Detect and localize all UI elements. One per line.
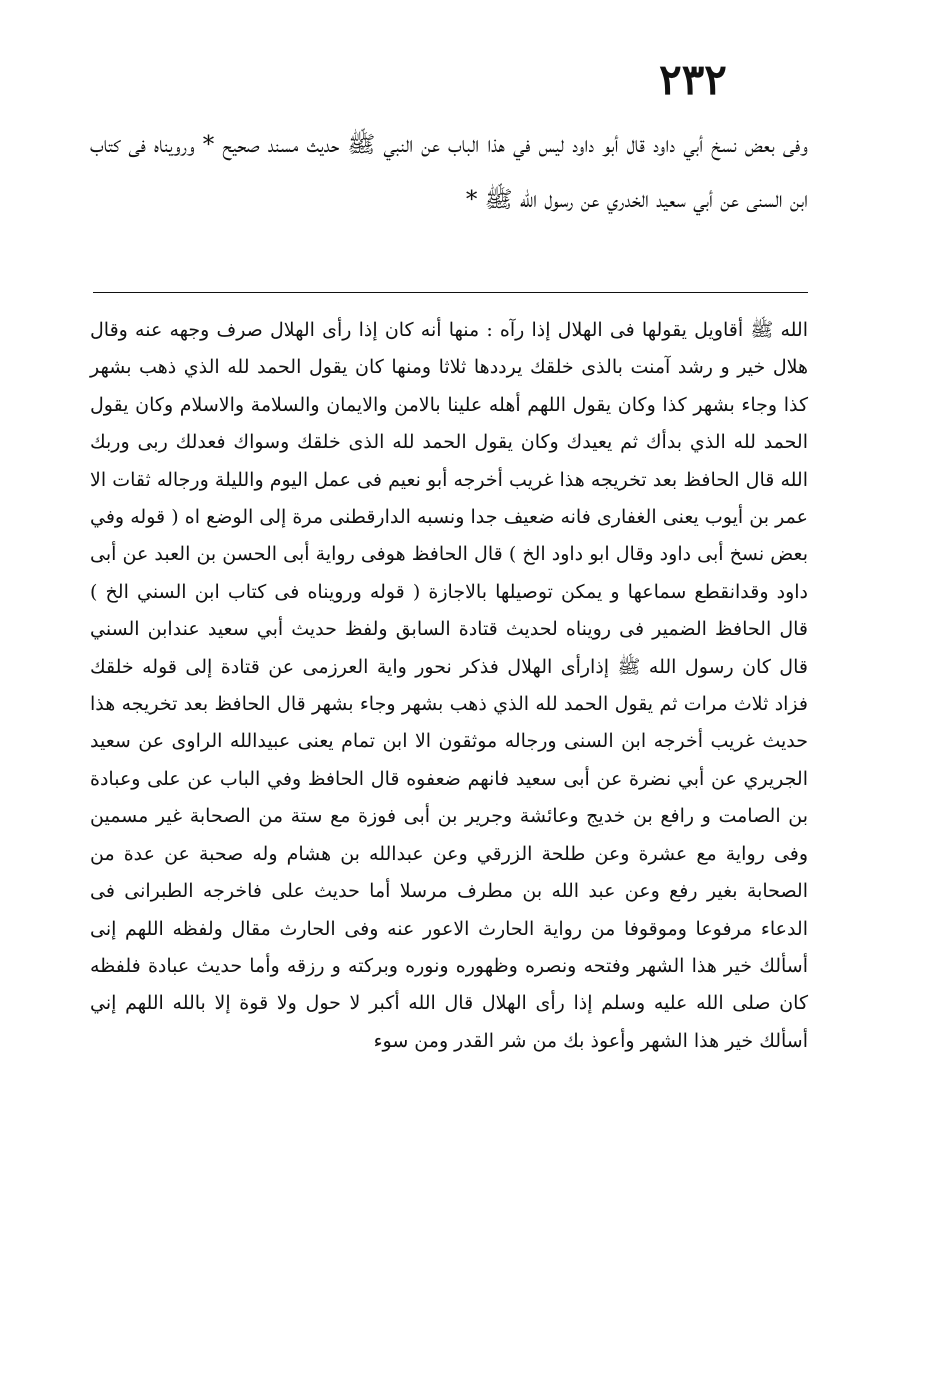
footnote-divider: [93, 292, 808, 293]
commentary-paragraph: الله ﷺ أقاويل يقولها فى الهلال إذا رآه : منها أنه كان إذا رأى الهلال صرف وجهه عنه وقال هلال خير و رشد آمنت بالذى خلقك يرددها ثلاثا ومنها كان يقول الحمد لله الذي ذهب بشهر كذا وجاء بشهر كذا وكان يقول اللهم أهله علينا بالامن والايمان والسلامة والاسلام وكان يقول الحمد لله الذي بدأك ثم يعيدك وكان يقول الحمد لله الذى خلقك وسواك فعدلك ربى وربك الله قال الحافظ بعد تخريجه هذا غريب أخرجه أبو نعيم فى عمل اليوم والليلة ورجاله ثقات الا عمر بن أيوب يعنى الغفارى فانه ضعيف جدا ونسبه الدارقطنى مرة إلى الوضع اه ( قوله وفي بعض نسخ أبى داود وقال ابو داود الخ ) قال الحافظ هوفى رواية أبى الحسن بن العبد عن أبى داود وقدانقطع سماعها و يمكن توصيلها بالاجازة ( قوله ورويناه فى كتاب ابن السني الخ ) قال الحافظ الضمير فى رويناه لحديث قتادة السابق ولفظ حديث أبي سعيد عندابن السني قال كان رسول الله ﷺ إذارأى الهلال فذكر نحور واية العرزمى عن قتادة إلى قوله خلقك فزاد ثلاث مرات ثم يقول الحمد لله الذي ذهب بشهر وجاء بشهر قال الحافظ بعد تخريجه هذا حديث غريب أخرجه ابن السنى ورجاله موثقون الا ابن تمام يعنى عبيدالله الراوى عن سعيد الجريري عن أبي نضرة عن أبى سعيد فانهم ضعفوه قال الحافظ وفي الباب عن على وعبادة بن الصامت و رافع بن خديج وعائشة وجرير بن أبى فوزة مع ستة من الصحابة غير مسمين وفى رواية مع عشرة وعن طلحة الزرقي وعن عبدالله بن هشام وله صحبة عن عدة من الصحابة بغير رفع وعن عبد الله بن مطرف مرسلا أما حديث على فاخرجه الطبرانى فى الدعاء مرفوعا وموقوفا من رواية الحارث الاعور عنه وفى الحارث مقال ولفظه اللهم إنى أسألك خير هذا الشهر وفتحه ونصره وظهوره ونوره وبركته و رزقه وأما حديث عبادة فلفظه كان صلى الله عليه وسلم إذا رأى الهلال قال الله أكبر لا حول ولا قوة إلا بالله اللهم إني أسألك خير هذا الشهر وأعوذ بك من شر القدر ومن سوء: [90, 319, 808, 1052]
commentary-text: [90, 312, 808, 1060]
main-text: [90, 118, 808, 228]
main-paragraph: وفى بعض نسخ أبي داود قال أبو داود ليس في هذا الباب عن النبي ﷺ حديث مسند صحيح * ورويناه فى كتاب ابن السنى عن أبي سعيد الخدري عن رسول الله ﷺ *: [90, 132, 808, 213]
page-number: ٢٣٢: [659, 55, 727, 104]
